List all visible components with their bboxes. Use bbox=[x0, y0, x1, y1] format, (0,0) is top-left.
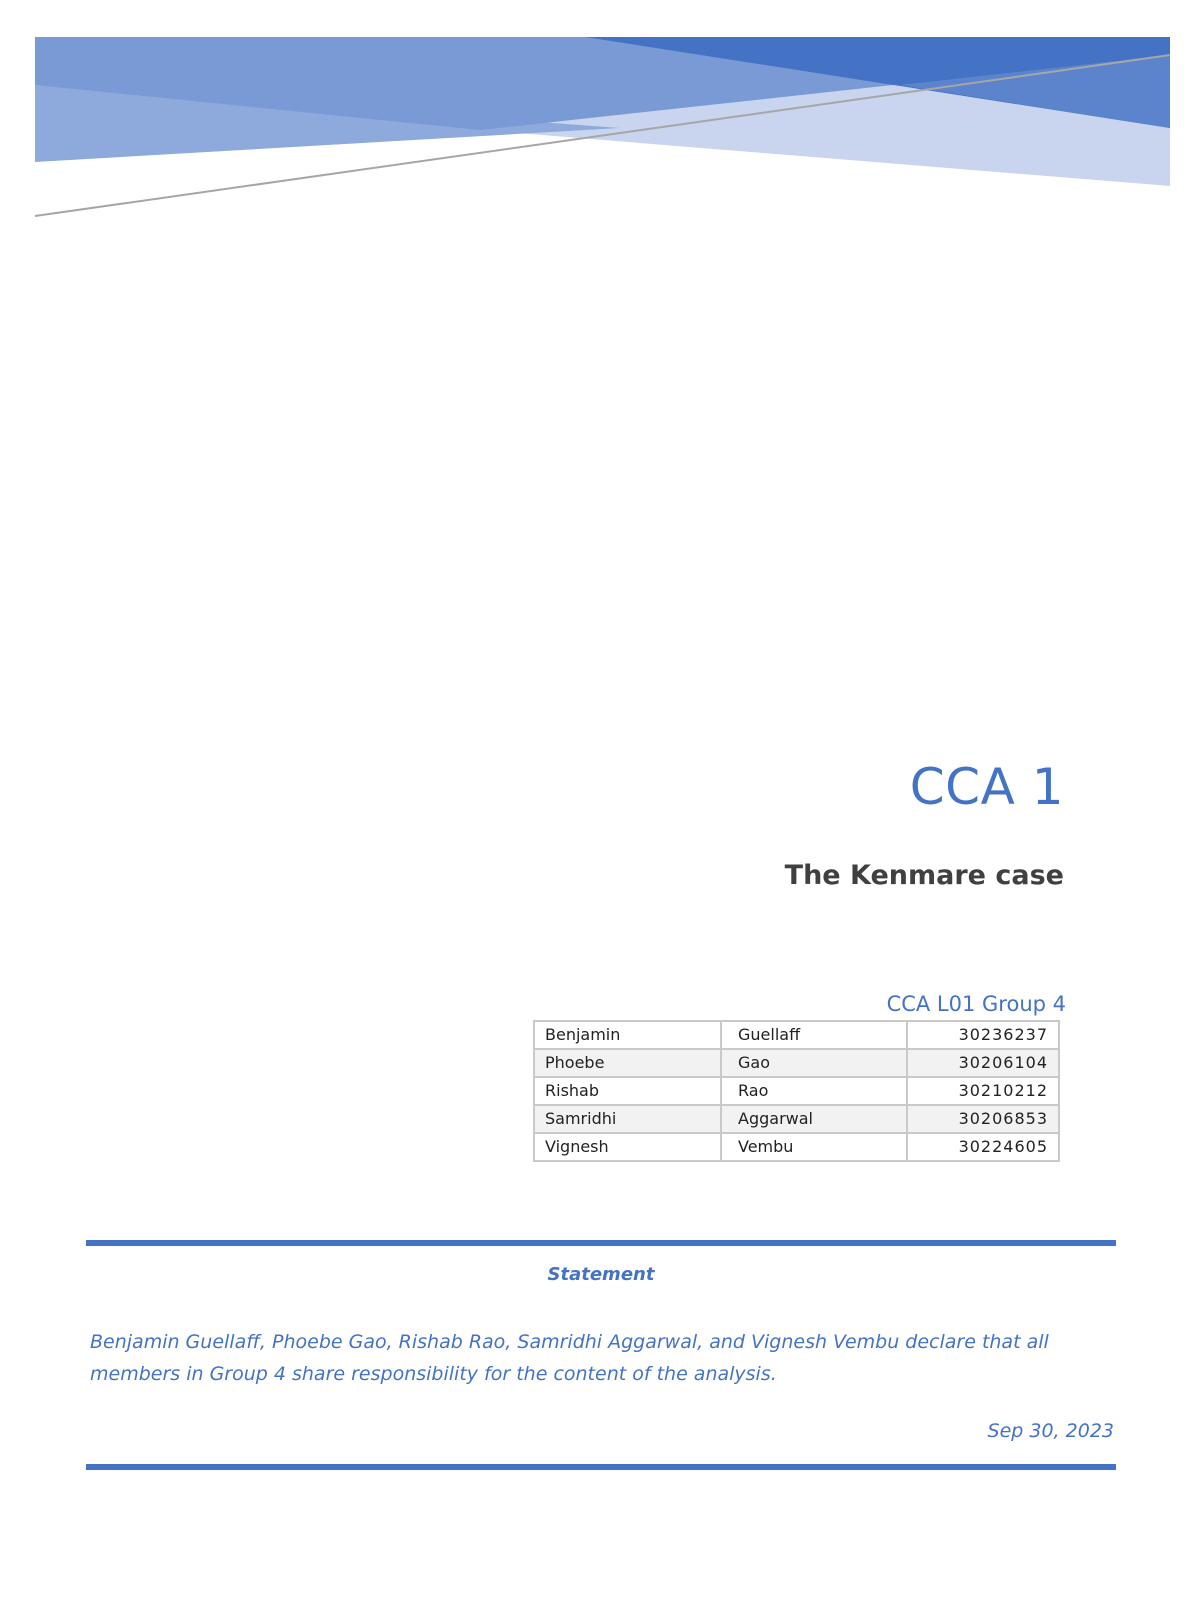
member-last-name: Vembu bbox=[721, 1133, 907, 1161]
statement-heading: Statement bbox=[547, 1264, 655, 1285]
members-table bbox=[533, 1020, 1060, 1162]
member-first-name: Samridhi bbox=[534, 1105, 721, 1133]
member-first-name: Benjamin bbox=[534, 1021, 721, 1049]
document-title: CCA 1 bbox=[909, 758, 1064, 816]
member-last-name: Aggarwal bbox=[721, 1105, 907, 1133]
statement-body: Benjamin Guellaff, Phoebe Gao, Rishab Rao, Samridhi Aggarwal, and Vignesh Vembu declare that all members in Group 4 share responsibility for the content of the analysis. bbox=[90, 1331, 1049, 1385]
member-last-name: Rao bbox=[721, 1077, 907, 1105]
member-id: 30206853 bbox=[907, 1105, 1059, 1133]
member-id: 30210212 bbox=[907, 1077, 1059, 1105]
group-label: CCA L01 Group 4 bbox=[886, 992, 1066, 1016]
table-row bbox=[534, 1133, 1059, 1161]
member-id: 30236237 bbox=[907, 1021, 1059, 1049]
document-subtitle: The Kenmare case bbox=[784, 860, 1064, 891]
member-id: 30206104 bbox=[907, 1049, 1059, 1077]
member-first-name: Vignesh bbox=[534, 1133, 721, 1161]
table-row bbox=[534, 1049, 1059, 1077]
table-row bbox=[534, 1077, 1059, 1105]
table-row bbox=[534, 1021, 1059, 1049]
member-first-name: Phoebe bbox=[534, 1049, 721, 1077]
statement-top-divider bbox=[86, 1240, 1116, 1246]
member-first-name: Rishab bbox=[534, 1077, 721, 1105]
table-row bbox=[534, 1105, 1059, 1133]
header-banner-graphic bbox=[0, 0, 1200, 230]
statement-bottom-divider bbox=[86, 1464, 1116, 1470]
member-last-name: Guellaff bbox=[721, 1021, 907, 1049]
member-last-name: Gao bbox=[721, 1049, 907, 1077]
statement-date: Sep 30, 2023 bbox=[987, 1420, 1114, 1442]
member-id: 30224605 bbox=[907, 1133, 1059, 1161]
